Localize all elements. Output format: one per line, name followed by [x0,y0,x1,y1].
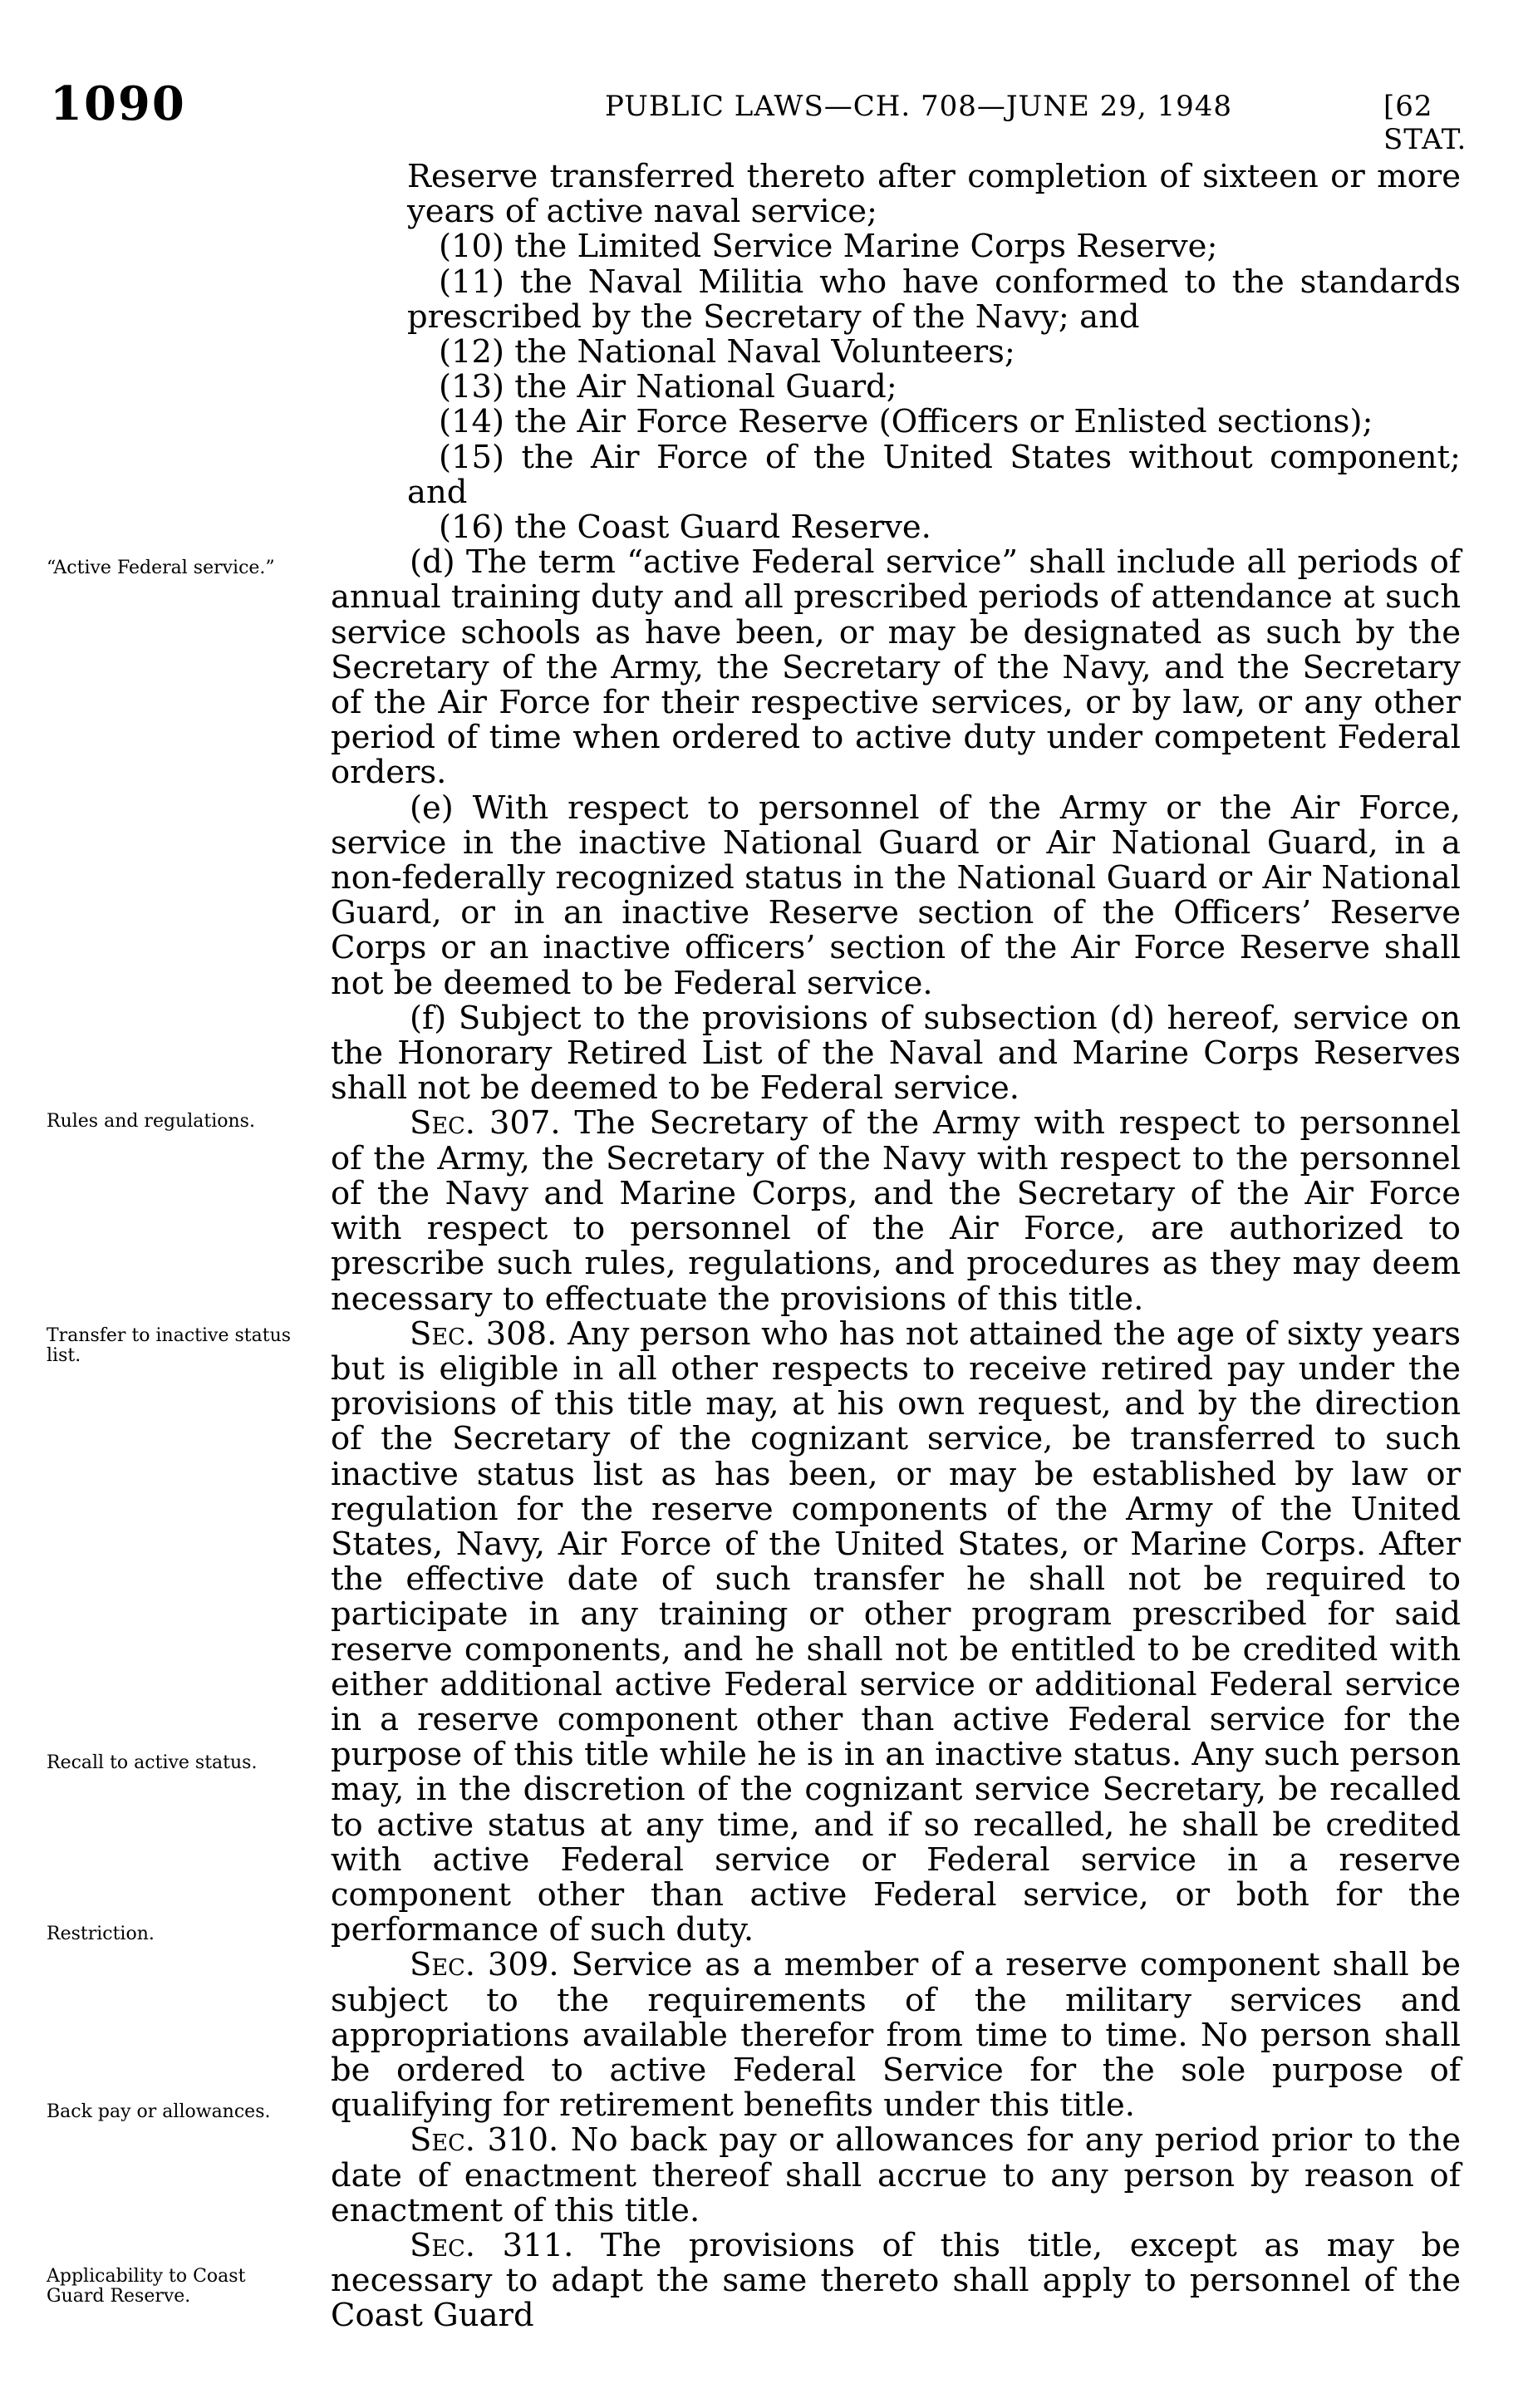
list-item-14: (14) the Air Force Reserve (Officers or Enlisted sections); [439,403,1373,441]
section-310 [331,2123,1461,2229]
section-310-label: Sec. 310. [410,2121,559,2160]
list-item-16: (16) the Coast Guard Reserve. [439,509,931,547]
subsection-f: (f) Subject to the provisions of subsection (d) hereof, service on the Honorary Retired List of the Naval and Marine Corps Reserves shall not be deemed to be Federal service. [331,999,1461,1108]
margin-note-rules-and-regulations: Rules and regulations. [47,1111,255,1132]
body-text [331,160,1461,2334]
list-item-10: (10) the Limited Service Marine Corps Reserve; [439,228,1218,266]
section-308-text: Any person who has not attained the age of sixty years but is eligible in all other respects to receive retired pay under the provisions of this title may, at his own request, and by the direction of the Secretary of the cognizant service, be transferred to such inactive status list as has been, or may be established by law or regulation for the reserve components of the Army of the United States, Navy, Air Force of the United States, or Marine Corps. After the effective date of such transfer he shall not be required to participate in any training or other program prescribed for said reserve components, and he shall not be entitled to be credited with either additional active Federal service or additional Federal service in a reserve component other than active Federal service for the purpose of this title while he is in an inactive status. Any such person may, in the discretion of the cognizant service Secretary, be recalled to active status at any time, and if so recalled, he shall be credited with active Federal service or Federal service in a reserve component other than active Federal service, or both for the performance of such duty. [331,1315,1461,1949]
section-309-text: Service as a member of a reserve component shall be subject to the requirements of the military services and appropriations available therefor from time to time. No person shall be ordered to active Federal Service for the sole purpose of qualifying for retirement benefits under this title. [331,1946,1461,2125]
list-item-11: (11) the Naval Militia who have conformed to the standards prescribed by the Secretary of the Navy; and [407,263,1461,336]
section-307 [331,1106,1461,1316]
section-307-text: The Secretary of the Army with respect to personnel of the Army, the Secretary of the Navy with respect to the personnel of the Navy and Marine Corps, and the Secretary of the Air Force with respect to personnel of the Air Force, are authorized to prescribe such rules, regulations, and procedures as they may deem necessary to effectuate the provisions of this title. [331,1104,1461,1318]
section-311-label: Sec. 311. [410,2226,574,2264]
section-309 [331,1948,1461,2123]
section-309-label: Sec. 309. [410,1946,559,1984]
page-number: 1090 [50,76,186,131]
subsection-e: (e) With respect to personnel of the Army or the Air Force, service in the inactive National Guard or Air National Guard, in a non-federally recognized status in the National Guard or Air National Guard, or in an inactive Reserve section of the Officers’ Reserve Corps or an inactive officers’ section of the Air Force Reserve shall not be deemed to be Federal service. [331,789,1461,1002]
section-310-text: No back pay or allowances for any period prior to the date of enactment thereof shall accrue to any person by reason of enactment of this title. [331,2121,1461,2229]
margin-note-transfer-to-inactive: Transfer to inactive status list. [47,1325,292,1366]
section-307-label: Sec. 307. [410,1104,561,1143]
list-item-12: (12) the National Naval Volunteers; [439,333,1015,371]
statute-reference: [62 STAT. [1383,90,1467,156]
subsection-d: (d) The term “active Federal service” shall include all periods of annual training duty and all prescribed periods of attendance at such service schools as have been, or may be designated as such by the Secretary of the Army, the Secretary of the Navy, and the Secretary of the Air Force for their respective services, or by law, or any other period of time when ordered to active duty under competent Federal orders. [331,543,1461,792]
section-311 [331,2226,1461,2335]
running-head: PUBLIC LAWS—CH. 708—JUNE 29, 1948 [605,90,1232,123]
margin-note-coast-guard: Applicability to Coast Guard Reserve. [47,2266,246,2307]
list-item-13: (13) the Air National Guard; [439,368,897,406]
margin-note-active-federal-service: “Active Federal service.” [47,558,275,578]
list-item-15: (15) the Air Force of the United States without component; and [407,438,1461,511]
margin-note-back-pay: Back pay or allowances. [47,2101,271,2122]
section-311-text: The provisions of this title, except as may be necessary to adapt the same thereto shall apply to personnel of the Coast Guard [331,2226,1461,2335]
page-header [50,76,1467,156]
section-308-label: Sec. 308. [410,1315,558,1353]
margin-note-recall-to-active: Recall to active status. [47,1752,258,1773]
section-308 [331,1317,1461,1949]
margin-note-restriction: Restriction. [47,1924,155,1944]
paragraph-continuation: Reserve transferred thereto after completion of sixteen or more years of active naval service; [407,158,1461,231]
